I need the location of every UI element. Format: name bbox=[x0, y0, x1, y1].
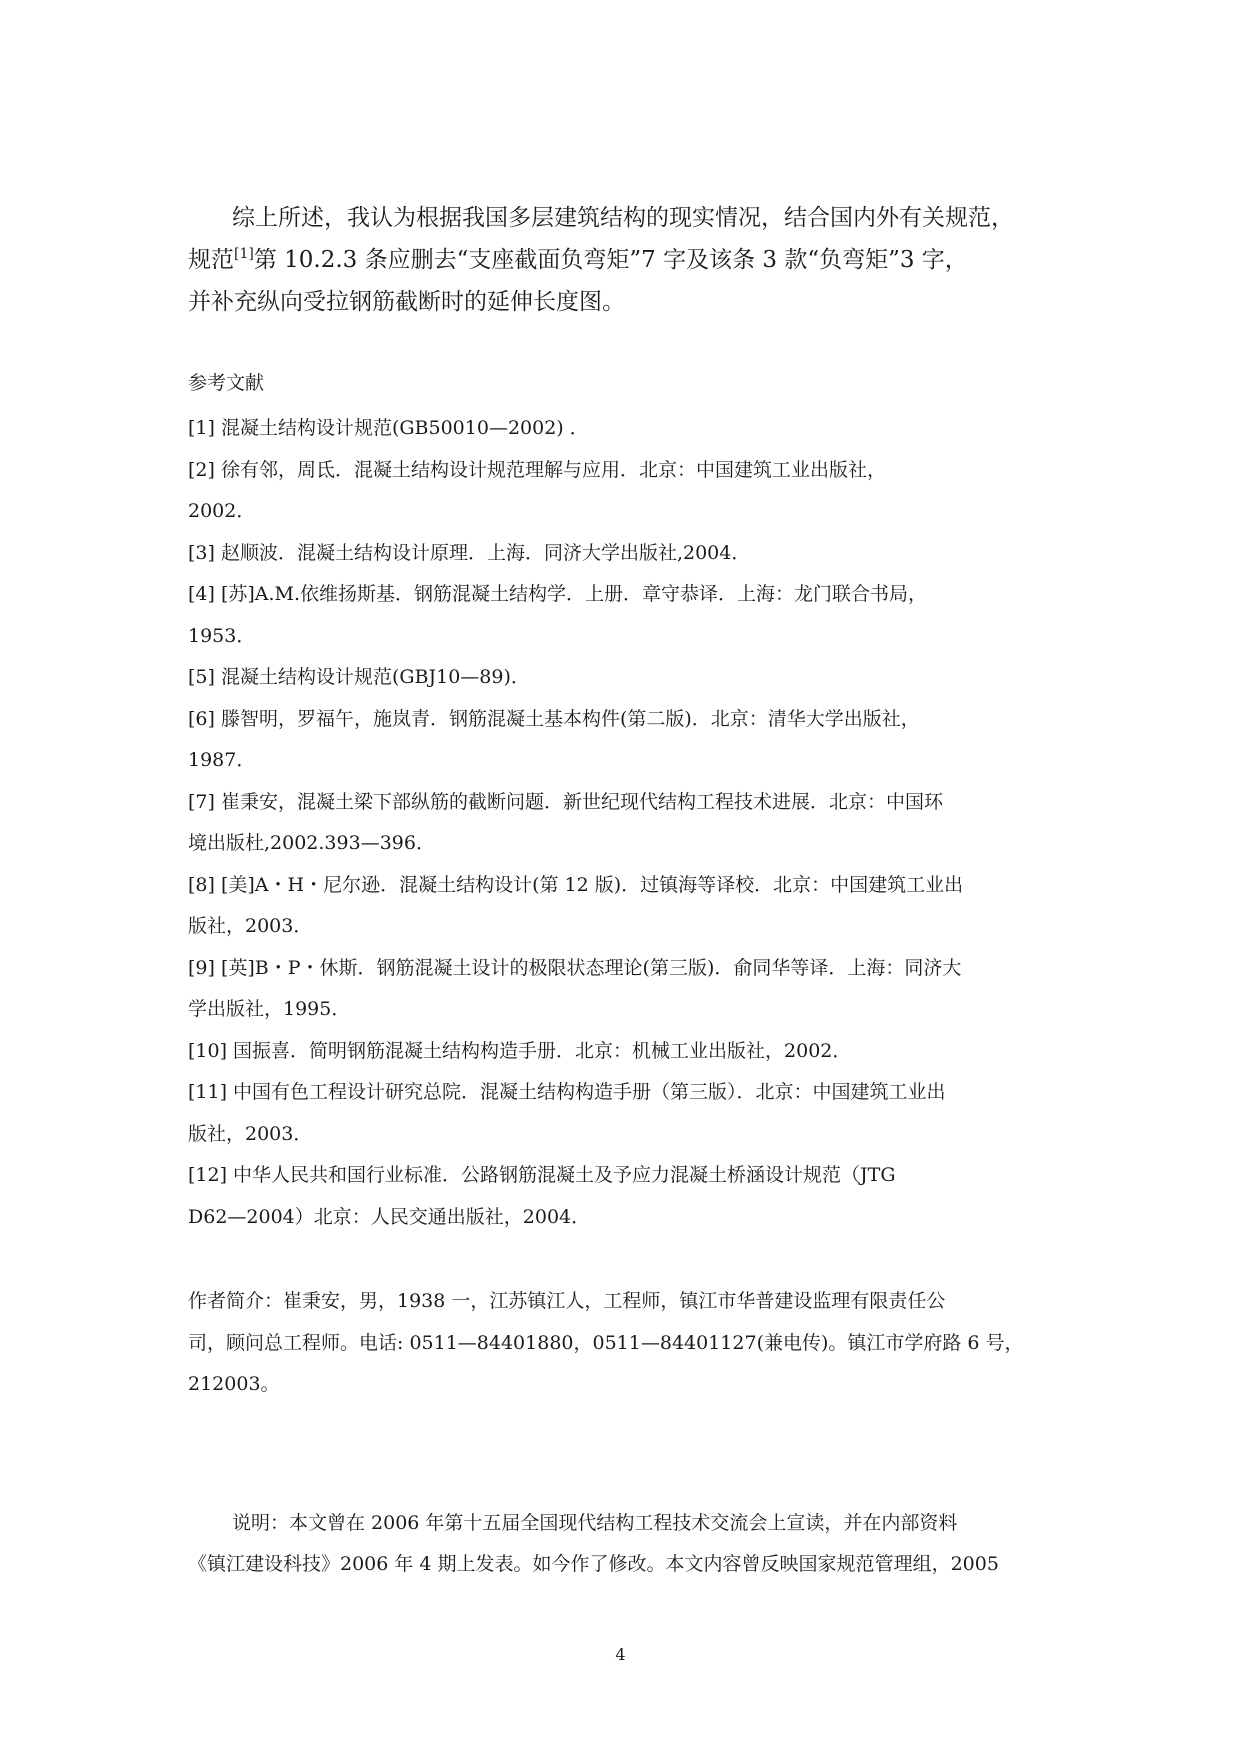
reference-line: [12] 中华人民共和国行业标准．公路钢筋混凝土及予应力混凝土桥涵设计规范（JTG bbox=[188, 1164, 896, 1186]
note-line: 说明：本文曾在 2006 年第十五届全国现代结构工程技术交流会上宣读，并在内部资料 bbox=[232, 1512, 958, 1534]
reference-line: [3] 赵顺波．混凝土结构设计原理．上海．同济大学出版社,2004． bbox=[188, 541, 751, 564]
author-bio bbox=[188, 1281, 1060, 1406]
reference-line: 2002． bbox=[188, 500, 256, 522]
conclusion-line-2-rest: 第 10.2.3 条应删去“支座截面负弯矩”7 字及该条 3 款“负弯矩”3 字， bbox=[253, 247, 968, 273]
reference-line: D62—2004）北京：人民交通出版社，2004． bbox=[188, 1205, 591, 1228]
citation-superscript: [1] bbox=[234, 246, 254, 262]
reference-line: 版社，2003． bbox=[188, 1122, 313, 1145]
conclusion-line-2 bbox=[188, 239, 1058, 281]
reference-line: [2] 徐有邻，周氐．混凝土结构设计规范理解与应用．北京：中国建筑工业出版社， bbox=[188, 458, 886, 481]
note-line: 《镇江建设科技》2006 年 4 期上发表。如今作了修改。本文内容曾反映国家规范管理组，2005 bbox=[188, 1553, 999, 1575]
conclusion-line-1: 综上所述，我认为根据我国多层建筑结构的现实情况，结合国内外有关规范， bbox=[232, 205, 1014, 231]
page-number: 4 bbox=[615, 1645, 626, 1664]
publication-note bbox=[188, 1503, 1060, 1585]
reference-line: 学出版社，1995． bbox=[188, 998, 351, 1020]
reference-line: [11] 中国有色工程设计研究总院．混凝土结构构造手册（第三版）．北京：中国建筑工业出 bbox=[188, 1081, 946, 1103]
references-list bbox=[188, 408, 1060, 1238]
author-bio-line: 司，顾问总工程师。电话: 0511—84401880，0511—84401127(兼电传)。镇江市学府路 6 号， bbox=[188, 1331, 1024, 1354]
reference-line: [8] [美]A・H・尼尔逊．混凝土结构设计(第 12 版)．过镇海等译校．北京：中国建筑工业出 bbox=[188, 873, 964, 896]
reference-line: 1987． bbox=[188, 749, 256, 771]
references-heading: 参考文献 bbox=[188, 372, 265, 394]
reference-line: [9] [英]B・P・休斯．钢筋混凝土设计的极限状态理论(第三版)．俞同华等译．上海：同济大 bbox=[188, 956, 962, 979]
reference-line: [1] 混凝土结构设计规范(GB50010—2002) ． bbox=[188, 417, 589, 439]
conclusion-line-3: 并补充纵向受拉钢筋截断时的延伸长度图。 bbox=[188, 289, 625, 315]
reference-line: 版社，2003． bbox=[188, 915, 313, 937]
conclusion-paragraph bbox=[188, 197, 1058, 323]
reference-line: [10] 国振喜．简明钢筋混凝土结构构造手册．北京：机械工业出版社，2002． bbox=[188, 1039, 852, 1062]
author-bio-line: 作者简介：崔秉安，男，1938 一，江苏镇江人，工程师，镇江市华普建设监理有限责任公 bbox=[188, 1290, 946, 1312]
reference-line: [6] 滕智明，罗福午，施岚青．钢筋混凝土基本构件(第二版)．北京：清华大学出版社， bbox=[188, 707, 920, 730]
reference-line: [5] 混凝土结构设计规范(GBJ10—89)． bbox=[188, 666, 530, 688]
author-bio-line: 212003。 bbox=[188, 1373, 280, 1395]
reference-line: [7] 崔秉安，混凝土梁下部纵筋的截断问题．新世纪现代结构工程技术进展．北京：中国环 bbox=[188, 790, 943, 813]
conclusion-line-2-start: 规范 bbox=[188, 247, 234, 273]
reference-line: [4] [苏]A.M.依维扬斯基．钢筋混凝土结构学．上册．章守恭译．上海：龙门联合书局， bbox=[188, 583, 928, 605]
reference-line: 1953． bbox=[188, 624, 256, 647]
reference-line: 境出版杜,2002.393—396． bbox=[188, 832, 435, 854]
